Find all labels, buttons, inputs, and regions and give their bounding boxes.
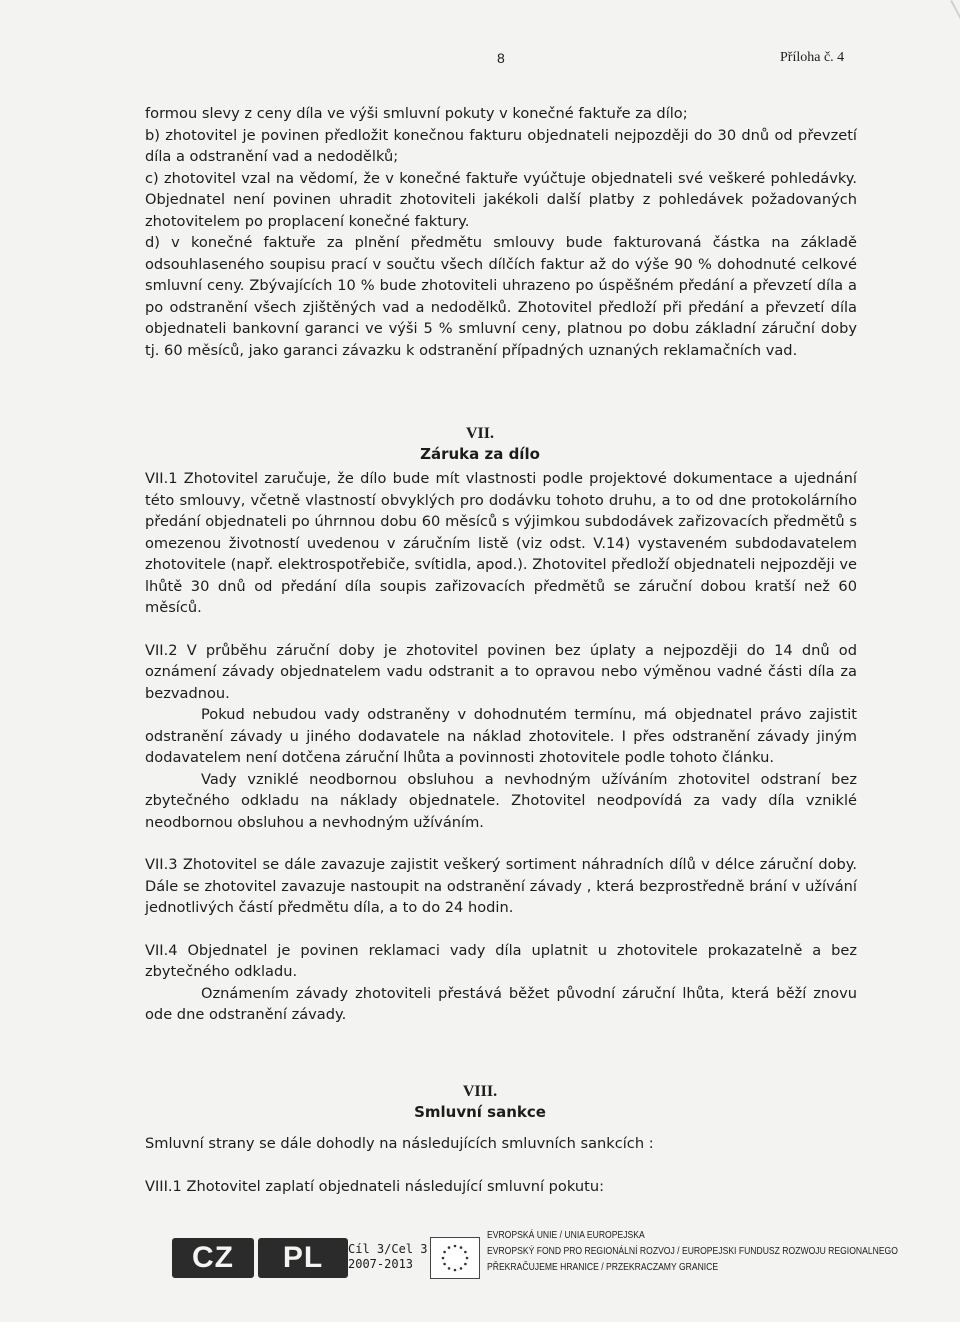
eu-flag-icon <box>430 1237 480 1279</box>
eu-star <box>466 1257 469 1260</box>
czpl-logo <box>172 1238 348 1278</box>
eu-star <box>442 1257 445 1260</box>
clause-d: d) v konečné faktuře za plnění předmětu smlouvy bude fakturovaná částka na základě odsouhlaseného soupisu prací v součtu všech dílčích faktur až do výše 90 % dohodnuté celkové smluvní ceny. Zbývajících 10 % bude zhotoviteli uhrazeno po úspěšném předání a převzetí díla a po odstranění všech zjištěných vad a nedodělků. Zhotovitel předloží při předání a převzetí díla objednateli bankovní garanci ve výši 5 % smluvní ceny, platnou po dobu základní záruční doby tj. 60 měsíců, jako garanci závazku k odstranění případných uznaných reklamačních vad. <box>145 234 857 359</box>
footer-logos <box>0 1228 960 1288</box>
eu-star <box>448 1267 451 1270</box>
eu-star <box>443 1263 446 1266</box>
paragraph-vii-2: VII.2 V průběhu záruční doby je zhotovitel povinen bez úplaty a nejpozději do 14 dnů od oznámení závady objednatelem vadu odstranit a to opravou nebo výměnou vadné části díla za bezvadnou. <box>145 641 857 702</box>
page-number: 8 <box>497 50 505 66</box>
section-viii-body <box>145 1133 857 1197</box>
section-title: Smluvní sankce <box>414 1103 546 1121</box>
paragraph-vii-1: VII.1 Zhotovitel zaručuje, že dílo bude mít vlastnosti podle projektové dokumentace a ujednání této smlouvy, včetně vlastností obvyklých pro dodávku tohoto druhu, a to od dne protokolárního předání objednateli po úhrnnou dobu 60 měsíců s výjimkou subdodávek zařizovacích předmětů s omezenou životností uvedenou v záručním listě (viz odst. V.14) vystaveném subdodavatelem zhotovitele (např. elektrospotřebiče, svítidla, apod.). Zhotovitel předloží objednateli nejpozději ve lhůtě 30 dnů od předání díla soupis zařizovacích předmětů se záruční dobou kratší než 60 měsíců. <box>145 470 857 616</box>
eu-star <box>448 1246 451 1249</box>
section-title: Záruka za dílo <box>420 445 540 463</box>
eu-star <box>460 1267 463 1270</box>
annex-label: Příloha č. 4 <box>780 50 845 65</box>
goal-line-2: 2007-2013 <box>348 1257 414 1271</box>
logo-pl: PL <box>258 1238 348 1278</box>
section-heading-viii <box>0 1081 960 1123</box>
eu-line-1: EVROPSKÁ UNIE / UNIA EUROPEJSKA <box>487 1230 645 1241</box>
clause-b: b) zhotovitel je povinen předložit konečnou fakturu objednateli nejpozději do 30 dnů od převzetí díla a odstranění vad a nedodělků; <box>145 126 857 165</box>
section-vii-body <box>145 468 857 1026</box>
clause-line: formou slevy z ceny díla ve výši smluvní pokuty v konečné faktuře za dílo; <box>145 105 688 122</box>
paragraph-viii-intro: Smluvní strany se dále dohodly na následujících smluvních sankcích : <box>145 1135 654 1152</box>
eu-star <box>460 1246 463 1249</box>
goal-line-1: Cíl 3/Cel 3 <box>348 1242 428 1256</box>
logo-cz: CZ <box>172 1238 254 1278</box>
paragraph-vii-4-cont: Oznámením závady zhotoviteli přestává běžet původní záruční lhůta, která běží znovu ode dne odstranění závady. <box>145 984 857 1023</box>
section-heading-vii <box>0 423 960 465</box>
section-number: VII. <box>465 425 494 442</box>
eu-star <box>443 1251 446 1254</box>
eu-funding-text <box>487 1228 898 1276</box>
eu-stars-icon <box>431 1238 479 1278</box>
clause-c: c) zhotovitel vzal na vědomí, že v konečné faktuře vyúčtuje objednateli své veškeré pohledávky. Objednatel není povinen uhradit zhotoviteli jakékoli další platby z pohledávek požadovaných zhotovitelem po proplacení konečné faktury. <box>145 169 857 230</box>
scan-fold-mark <box>950 0 960 169</box>
paragraph-vii-2-defects: Vady vzniklé neodbornou obsluhou a nevhodným užíváním zhotovitel odstraní bez zbytečného odkladu na náklady objednatele. Zhotovitel neodpovídá za vady díla vzniklé neodbornou obsluhou a nevhodným užíváním. <box>145 770 857 831</box>
section-number: VIII. <box>462 1083 498 1100</box>
program-goal <box>348 1242 427 1272</box>
eu-star <box>464 1263 467 1266</box>
paragraph-vii-2-cont: Pokud nebudou vady odstraněny v dohodnutém termínu, má objednatel právo zajistit odstranění závady u jiného dodavatele na náklad zhotovitele. I přes odstranění závady jiným dodavatelem není dotčena záruční lhůta a povinnosti zhotovitele podle tohoto článku. <box>145 706 857 766</box>
paragraph-viii-1: VIII.1 Zhotovitel zaplatí objednateli následující smluvní pokutu: <box>145 1177 604 1195</box>
eu-line-3: PŘEKRAČUJEME HRANICE / PRZEKRACZAMY GRANICE <box>487 1262 719 1273</box>
continued-clauses <box>145 103 857 361</box>
eu-star <box>464 1251 467 1254</box>
eu-star <box>454 1269 457 1272</box>
eu-line-2: EVROPSKÝ FOND PRO REGIONÁLNÍ ROZVOJ / EUROPEJSKI FUNDUSZ ROZWOJU REGIONALNEGO <box>487 1246 898 1257</box>
paragraph-vii-4: VII.4 Objednatel je povinen reklamaci vady díla uplatnit u zhotovitele prokazatelně a bez zbytečného odkladu. <box>145 941 857 980</box>
paragraph-vii-3: VII.3 Zhotovitel se dále zavazuje zajistit veškerý sortiment náhradních dílů v délce záruční doby. Dále se zhotovitel zavazuje nastoupit na odstranění závady , která bezprostředně brání v užívání jednotlivých částí předmětu díla, a to do 24 hodin. <box>145 856 857 916</box>
eu-star <box>454 1245 457 1248</box>
